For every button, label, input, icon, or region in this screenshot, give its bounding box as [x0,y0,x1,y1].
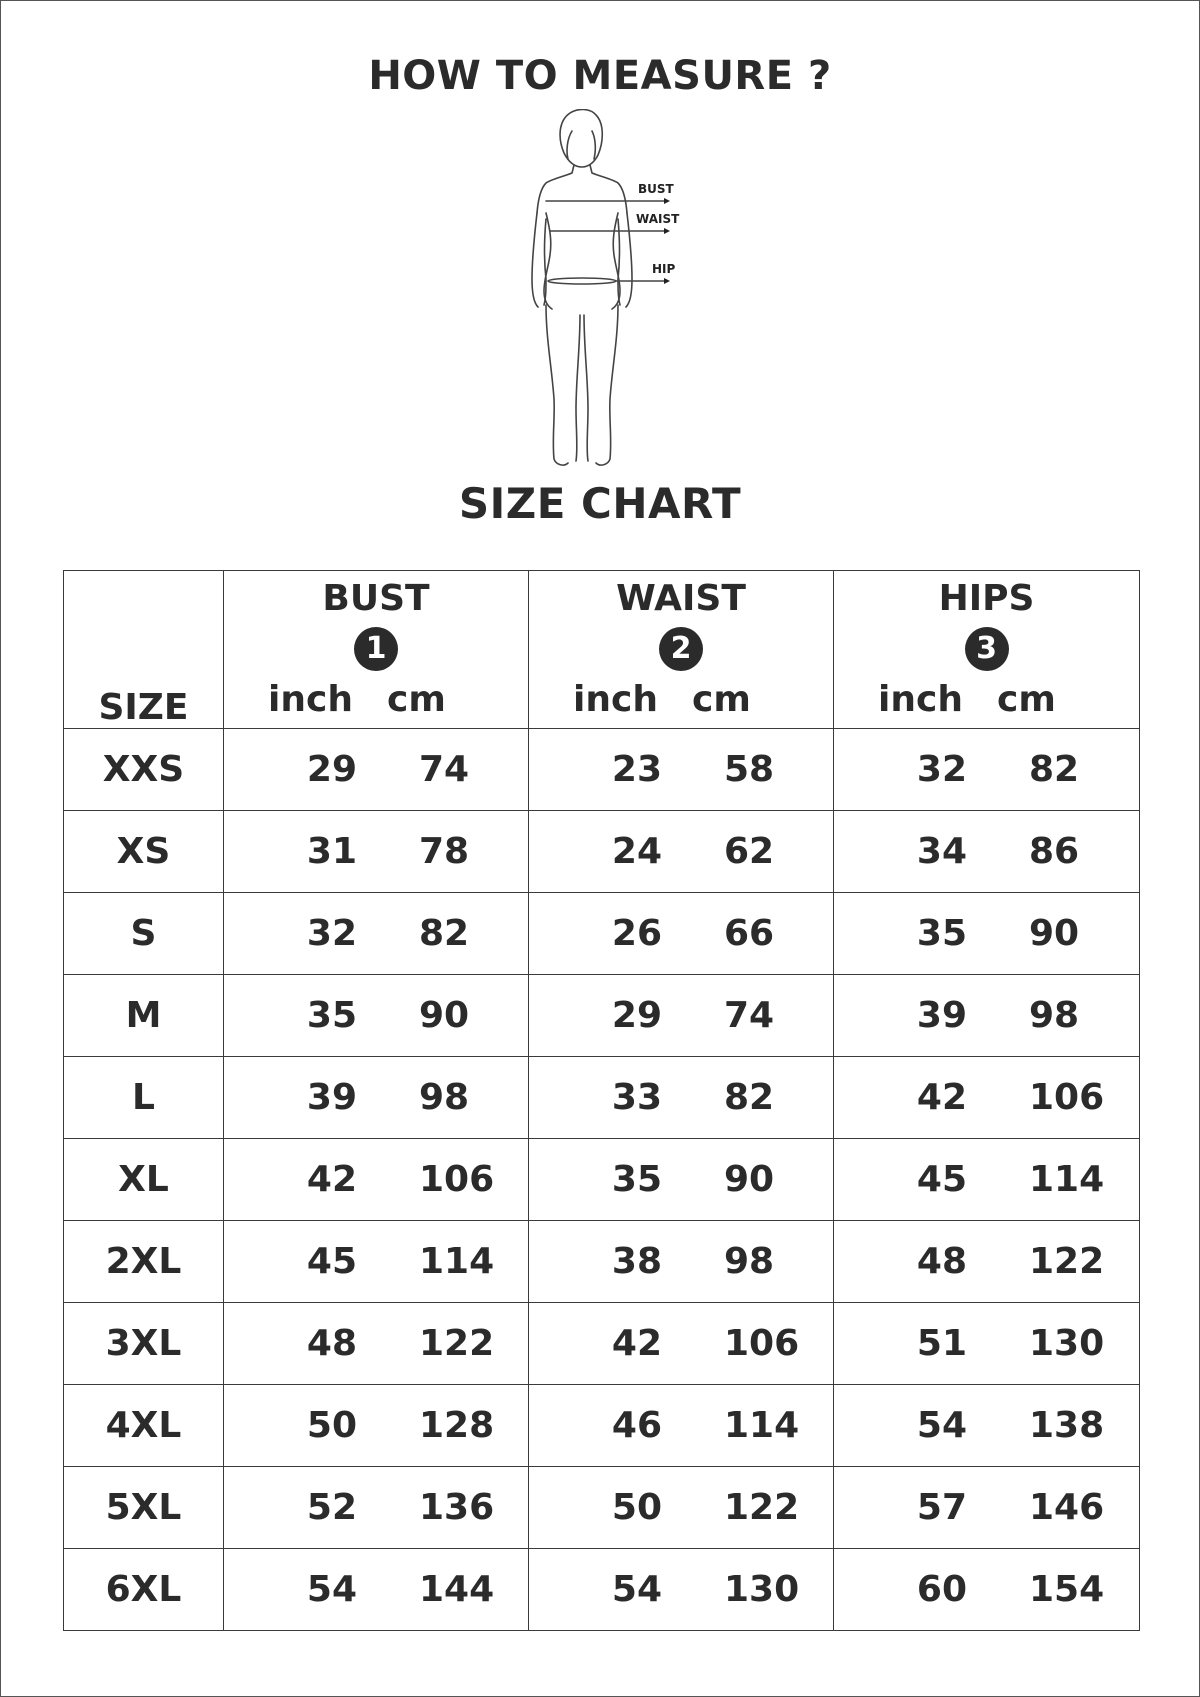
table-row [64,893,1140,975]
table-row [64,1139,1140,1221]
table-row [64,1385,1140,1467]
hips-number-badge: 3 [965,627,1009,671]
bust-inch-value: 50 [306,1405,357,1446]
waist-cm-value: 90 [724,1159,775,1200]
bust-cm-value: 122 [419,1323,495,1364]
waist-cell [529,811,834,893]
hips-cell [834,1385,1140,1467]
hips-cell [834,1303,1140,1385]
bust-inch-value: 32 [306,913,357,954]
bust-inch-value: 52 [306,1487,357,1528]
hips-inch-unit: inch [878,679,963,720]
size-chart-heading: SIZE CHART [458,479,742,528]
bust-inch-value: 39 [306,1077,357,1118]
size-cell: 5XL [64,1467,224,1549]
hips-inch-value: 51 [916,1323,967,1364]
hips-cell [834,1221,1140,1303]
size-cell: XXS [64,729,224,811]
hips-cm-value: 106 [1029,1077,1105,1118]
bust-label: BUST [638,182,674,196]
hips-inch-value: 60 [916,1569,967,1610]
table-header-row [64,571,1140,729]
waist-cm-value: 66 [724,913,775,954]
hips-cm-value: 138 [1029,1405,1105,1446]
hips-cm-value: 130 [1029,1323,1105,1364]
waist-cm-value: 122 [724,1487,800,1528]
hips-header-label: HIPS [938,578,1035,619]
waist-cm-value: 106 [724,1323,800,1364]
hips-cell [834,1467,1140,1549]
waist-inch-value: 38 [611,1241,662,1282]
size-cell: 4XL [64,1385,224,1467]
hips-cm-value: 98 [1029,995,1080,1036]
bust-cm-value: 82 [419,913,470,954]
waist-cm-value: 114 [724,1405,800,1446]
table-row [64,1057,1140,1139]
size-column-header: SIZE [64,571,224,729]
bust-cm-value: 106 [419,1159,495,1200]
bust-cell [224,975,529,1057]
size-cell: XS [64,811,224,893]
body-measurement-figure [506,109,696,469]
hips-inch-value: 48 [916,1241,967,1282]
waist-inch-value: 33 [611,1077,662,1118]
waist-inch-value: 29 [611,995,662,1036]
bust-inch-value: 42 [306,1159,357,1200]
waist-cm-value: 98 [724,1241,775,1282]
hips-cell [834,729,1140,811]
bust-cm-value: 74 [419,749,470,790]
table-row [64,1221,1140,1303]
hips-inch-value: 39 [916,995,967,1036]
waist-cell [529,729,834,811]
hips-cell [834,893,1140,975]
hips-cell [834,1139,1140,1221]
waist-inch-value: 42 [611,1323,662,1364]
hips-cm-unit: cm [997,679,1056,720]
size-cell: M [64,975,224,1057]
bust-cell [224,729,529,811]
hips-inch-value: 35 [916,913,967,954]
waist-cm-value: 58 [724,749,775,790]
how-to-measure-heading: HOW TO MEASURE ? [368,53,832,99]
bust-cell [224,1057,529,1139]
bust-cell [224,1549,529,1631]
bust-cm-unit: cm [387,679,446,720]
waist-cell [529,1385,834,1467]
size-chart-body [64,729,1140,1631]
waist-inch-value: 23 [611,749,662,790]
hips-inch-value: 57 [916,1487,967,1528]
waist-inch-value: 46 [611,1405,662,1446]
size-cell: 6XL [64,1549,224,1631]
waist-cell [529,1139,834,1221]
hips-column-header [834,571,1140,729]
waist-inch-value: 54 [611,1569,662,1610]
hips-inch-value: 45 [916,1159,967,1200]
bust-inch-value: 29 [306,749,357,790]
bust-inch-value: 35 [306,995,357,1036]
hips-cell [834,811,1140,893]
size-cell: 3XL [64,1303,224,1385]
table-row [64,1467,1140,1549]
hips-cm-value: 90 [1029,913,1080,954]
bust-cm-value: 114 [419,1241,495,1282]
hips-inch-value: 54 [916,1405,967,1446]
waist-inch-value: 50 [611,1487,662,1528]
hips-cell [834,975,1140,1057]
size-cell: S [64,893,224,975]
hips-cm-value: 146 [1029,1487,1105,1528]
hips-inch-value: 42 [916,1077,967,1118]
hips-inch-value: 34 [916,831,967,872]
waist-cell [529,975,834,1057]
bust-cell [224,1303,529,1385]
bust-cm-value: 128 [419,1405,495,1446]
waist-inch-unit: inch [573,679,658,720]
bust-column-header [224,571,529,729]
bust-cm-value: 90 [419,995,470,1036]
bust-header-label: BUST [322,578,430,619]
table-row [64,1303,1140,1385]
bust-inch-value: 45 [306,1241,357,1282]
hips-inch-value: 32 [916,749,967,790]
bust-cell [224,1221,529,1303]
waist-cell [529,1221,834,1303]
table-row [64,975,1140,1057]
waist-header-label: WAIST [616,578,746,619]
size-cell: XL [64,1139,224,1221]
waist-cell [529,1549,834,1631]
waist-number-badge: 2 [659,627,703,671]
size-cell: L [64,1057,224,1139]
waist-cell [529,1467,834,1549]
bust-cm-value: 78 [419,831,470,872]
waist-column-header [529,571,834,729]
waist-cm-value: 82 [724,1077,775,1118]
waist-cell [529,1303,834,1385]
size-chart-table [63,570,1140,1631]
hips-cell [834,1057,1140,1139]
waist-cell [529,1057,834,1139]
hips-cm-value: 86 [1029,831,1080,872]
bust-inch-unit: inch [268,679,353,720]
bust-cm-value: 98 [419,1077,470,1118]
waist-inch-value: 35 [611,1159,662,1200]
waist-cm-value: 62 [724,831,775,872]
size-cell: 2XL [64,1221,224,1303]
bust-inch-value: 54 [306,1569,357,1610]
hip-label: HIP [652,262,676,276]
hips-cm-value: 154 [1029,1569,1105,1610]
waist-cm-value: 74 [724,995,775,1036]
bust-cell [224,1385,529,1467]
waist-inch-value: 24 [611,831,662,872]
hips-cm-value: 82 [1029,749,1080,790]
table-row [64,811,1140,893]
table-row [64,1549,1140,1631]
bust-inch-value: 31 [306,831,357,872]
waist-label: WAIST [636,212,680,226]
bust-number-badge: 1 [354,627,398,671]
bust-cell [224,893,529,975]
waist-cell [529,893,834,975]
bust-cell [224,1139,529,1221]
bust-cell [224,811,529,893]
waist-cm-unit: cm [692,679,751,720]
hips-cm-value: 114 [1029,1159,1105,1200]
hips-cm-value: 122 [1029,1241,1105,1282]
bust-inch-value: 48 [306,1323,357,1364]
hips-cell [834,1549,1140,1631]
waist-inch-value: 26 [611,913,662,954]
waist-cm-value: 130 [724,1569,800,1610]
bust-cm-value: 136 [419,1487,495,1528]
table-row [64,729,1140,811]
bust-cell [224,1467,529,1549]
bust-cm-value: 144 [419,1569,495,1610]
